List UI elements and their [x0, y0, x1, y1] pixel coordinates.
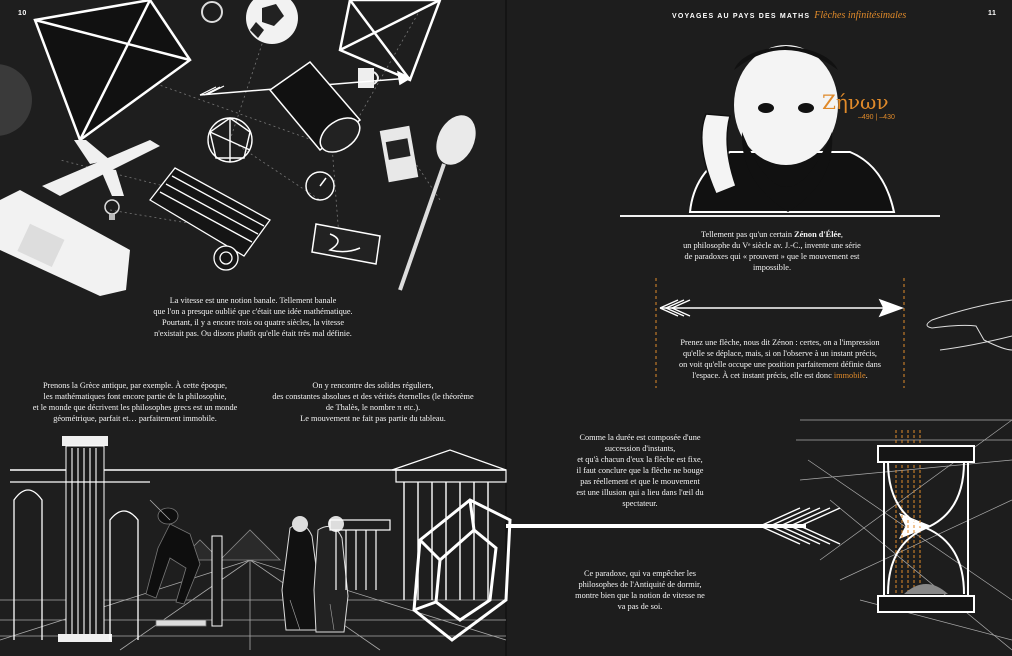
sphere-icon [0, 64, 32, 136]
doric-column-icon [58, 436, 112, 642]
philosophers-icon [282, 516, 348, 632]
right-page-number: 11 [988, 10, 997, 17]
pillar-shape [212, 536, 222, 626]
wheel-icon [202, 2, 222, 22]
intro-paragraph: La vitesse est une notion banale. Tellement banale que l'on a presque oublié que c'était une idée mathématique. Pourtant, il y a encore trois ou quatre siècles, la vitesse n'existait pas. Ou disons plutôt qu'elle était très mal définie. [153, 296, 353, 338]
zeno-intro-paragraph: Tellement pas qu'un certain Zénon d'Élée, un philosophe du Vᵉ siècle av. J.-C., invente une série de paradoxes qui « prouvent » que le mouvement est impossible. [683, 230, 861, 272]
airplane-icon [42, 140, 160, 196]
running-header [672, 10, 906, 21]
solids-paragraph: On y rencontre des solides réguliers, des constantes absolues et des vérités éternelles (le théorème de Thalès, le nombre π etc.). Le mouvement ne fait pas partie du tableau. [272, 381, 474, 423]
ionic-column-ruin-icon [150, 168, 270, 270]
soccer-ball-icon [246, 0, 298, 44]
paradox-paragraph: Ce paradoxe, qui va empêcher les philosophes de l'Antiquité de dormir, montre bien que la notion de vitesse ne va pas de soi. [575, 569, 705, 611]
octahedron-icon [340, 0, 440, 80]
hourglass-large-icon [878, 446, 974, 612]
pyramid-icon [35, 0, 190, 140]
portrait-rule [620, 215, 940, 217]
mug-icon [358, 68, 378, 88]
pocket-watch-icon [306, 172, 334, 200]
zeno-greek-name: Ζήνων [822, 90, 889, 114]
toilet-brush-icon [400, 109, 483, 290]
icosahedron-icon [208, 118, 252, 162]
zeno-dates: –490 | –430 [858, 114, 895, 121]
duration-paragraph: Comme la durée est composée d'une succession d'instants, et qu'à chacun d'eux la flèche est fixe, il faut conclure que la flèche ne bouge pas réellement et que le mouvement est une illusion qui a lieu dans l'œil du spectateur. [576, 433, 704, 508]
greece-paragraph: Prenons la Grèce antique, par exemple. À cette époque, les mathématiques font encore partie de la philosophie, et le monde que décrivent les philosophes grecs est un monde géométrique, parfait et… parfaitement immobile. [32, 381, 238, 423]
zeno-arrow-icon [660, 300, 902, 316]
series-title: VOYAGES AU PAYS DES MATHS [672, 13, 811, 20]
discobolus-statue-icon [146, 500, 206, 626]
arrow-paragraph: Prenez une flèche, nous dit Zénon : certes, on a l'impression qu'elle se déplace, mais, si on l'observe à un instant précis, on voit qu'elle occupe une position parfaitement définie dans l'espace. À cet instant précis, elle est donc immobile. [679, 338, 881, 380]
left-page-number: 10 [18, 10, 27, 17]
dodecahedron-icon [414, 500, 510, 640]
cylinder-icon [270, 62, 366, 159]
section-title: Flèches infinitésimales [814, 10, 907, 21]
hourglass-icon [312, 224, 380, 264]
zeno-portrait-icon [690, 45, 894, 212]
immobile-highlight: immobile [833, 371, 866, 380]
zeno-name-bold: Zénon d'Élée [794, 230, 841, 239]
pointing-hand-icon [927, 300, 1012, 350]
tin-can-icon [380, 126, 419, 182]
wine-bottle-icon [0, 190, 130, 296]
